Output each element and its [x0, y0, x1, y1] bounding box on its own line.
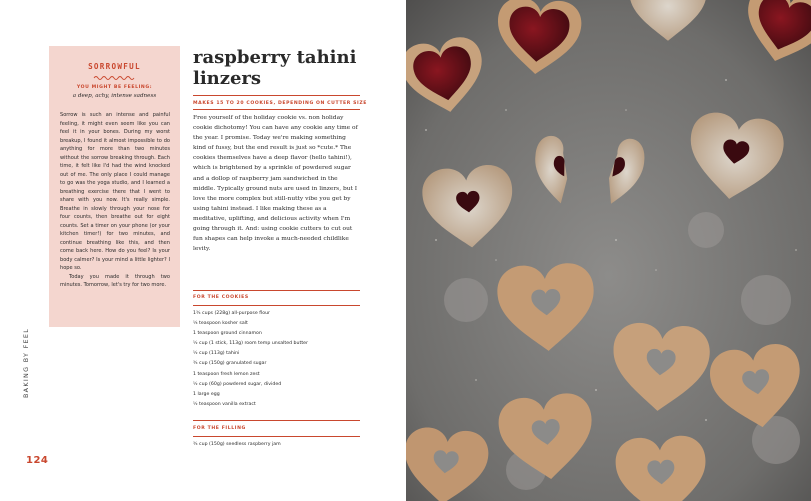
linzer-cookies-illustration — [406, 0, 811, 501]
feelings-text: a deep, achy, intense sadness — [72, 93, 157, 99]
might-be-feeling-label: YOU MIGHT BE FEELING: — [76, 85, 153, 90]
ingredient-item: ½ teaspoon vanilla extract — [193, 401, 256, 407]
sidebar-body — [60, 111, 170, 290]
recipe-title: raspberry tahini linzers — [193, 47, 357, 89]
sidebar-heading: SORROWFUL — [88, 62, 141, 71]
ingredient-item: ½ cup (1 stick, 113g) room temp unsalted butter — [193, 341, 308, 347]
page-number: 124 — [26, 455, 49, 466]
ingredient-item: ¾ cup (150g) seedless raspberry jam — [193, 442, 281, 447]
divider — [193, 109, 360, 110]
ingredient-item: 1¾ cups (228g) all-purpose flour — [193, 311, 270, 316]
ingredient-item: 1 teaspoon ground cinnamon — [193, 331, 262, 337]
divider — [193, 436, 360, 437]
ingredient-item: ¾ cup (150g) granulated sugar — [193, 361, 267, 367]
divider — [193, 95, 360, 96]
divider — [193, 305, 360, 306]
sidebar-paragraph: Sorrow is such an intense and painful feeling, it might even seem like you can feel it in your bones. During my worst breakup, I found it almost impossible to do anything for more than two minutes without the sorrow breaking through. Each time, it felt like I'd had the wind knocked out of me. The only place I could manage to go was the yoga studio, and I learned a breathing exercise there that I went to share with you now. It's really simple. Breathe in slowly through your nose for four counts, then breathe out for eight counts. Set a timer on your phone (or your kitchen timer!) for two minutes, and continue breathing like this, and then come back here. How do you feel? Is your body calmer? Is your mind a little lighter? I hope so. — [60, 112, 170, 271]
divider — [193, 420, 360, 421]
ingredient-item: ½ cup (113g) tahini — [193, 351, 240, 357]
ingredient-item: 1 large egg — [193, 391, 220, 397]
ingredient-item: 1 teaspoon fresh lemon zest — [193, 371, 260, 377]
recipe-intro: Free yourself of the holiday cookie vs. non holiday cookie dichotomy! You can have any cookie any time of the year. I promise. Today we're making something kind of fussy, but the end result is just so *cute.* The cookies themselves have a deep flavor (hello tahini!), which is brightened by a sprinkle of powdered sugar and a dollop of raspberry jam sandwiched in the middle. Typically ground nuts are used in linzers, but I love the more complex but still-nutty vibe you get by using tahini instead. I like making these as a meditative, uplifting, and delicious activity when I'm going through it. And: using cookie cutters to cut out fun shapes can help invoke a much-needed childlike levity. — [193, 115, 358, 253]
cookies-ingredient-list — [193, 309, 363, 410]
sidebar-paragraph: Today you made it through two minutes. Tomorrow, let's try for two more. — [60, 273, 170, 288]
cookies-heading: FOR THE COOKIES — [193, 295, 249, 300]
running-head: BAKING BY FEEL — [22, 327, 30, 398]
divider — [193, 290, 360, 291]
filling-ingredient-list — [193, 440, 363, 450]
filling-heading: FOR THE FILLING — [193, 426, 246, 431]
recipe-yield: MAKES 15 TO 20 COOKIES, DEPENDING ON CUTTER SIZE — [193, 101, 368, 106]
ingredient-item: ¼ teaspoon kosher salt — [193, 321, 248, 327]
ingredient-item: ½ cup (60g) powdered sugar, divided — [193, 381, 282, 387]
sorrowful-sidebar — [49, 46, 180, 327]
squiggle-divider-icon — [93, 75, 135, 81]
cookie-photo — [406, 0, 811, 501]
